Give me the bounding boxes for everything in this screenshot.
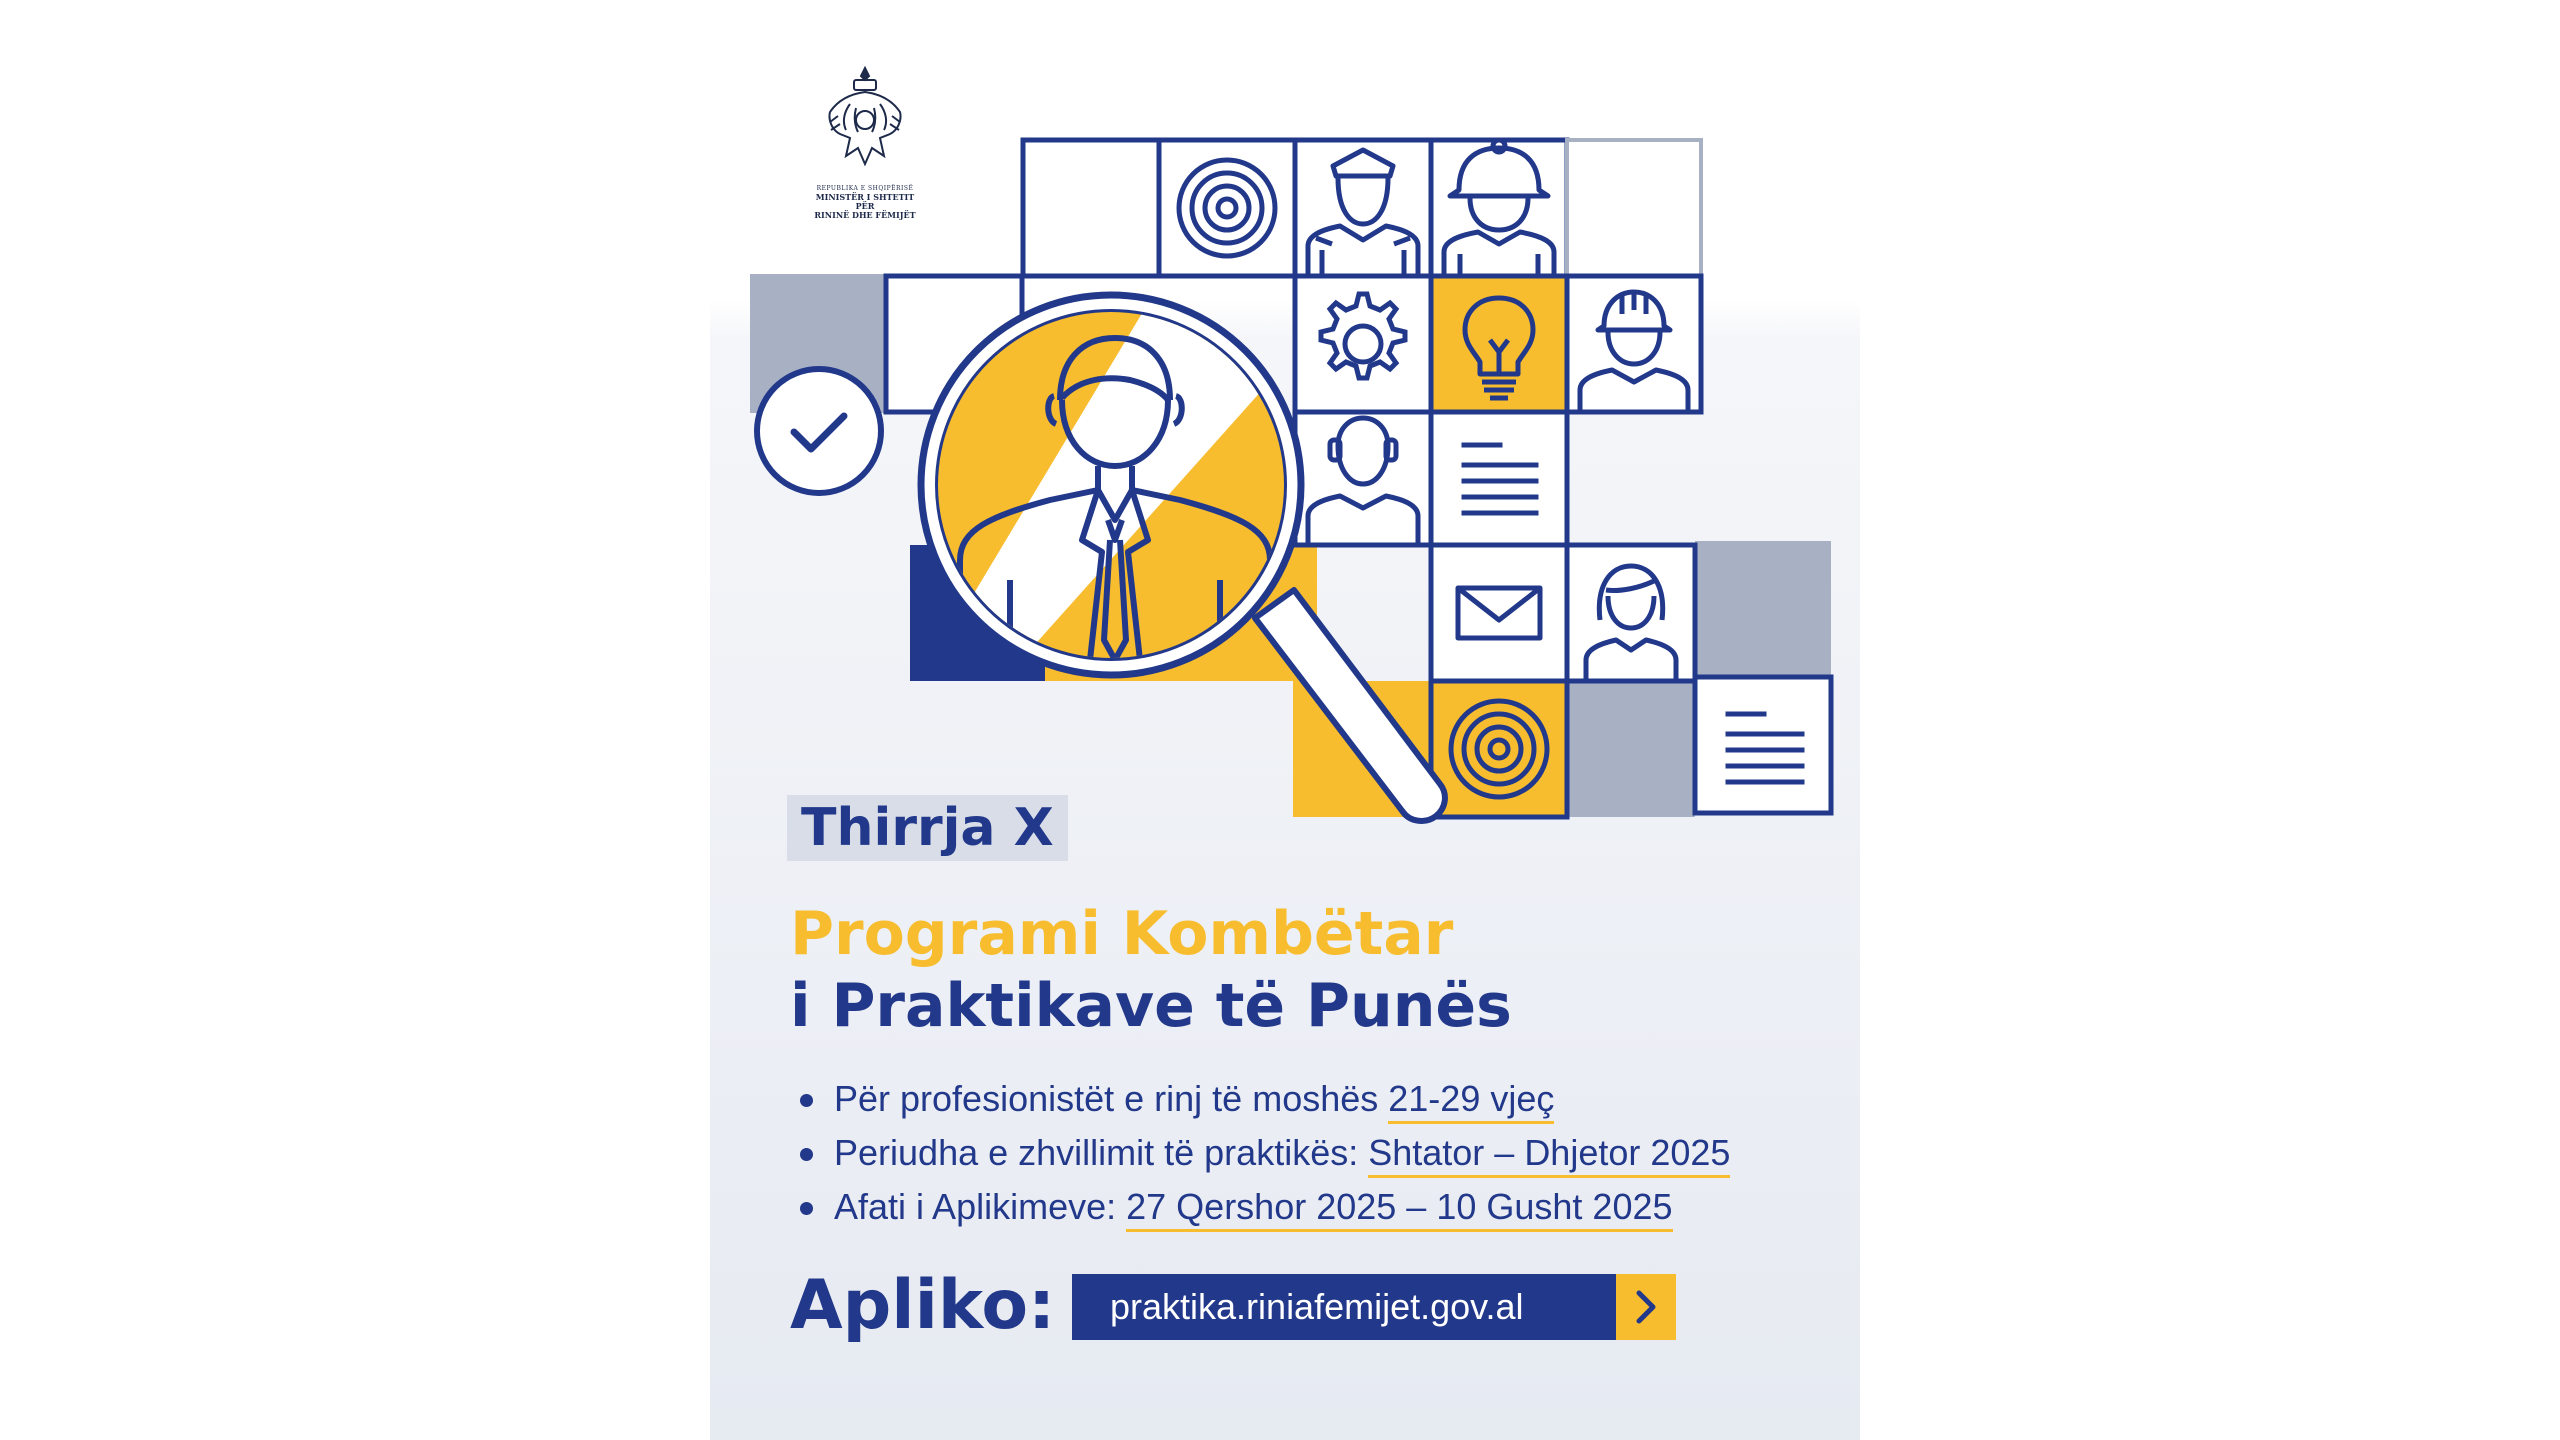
info-list <box>800 1072 1730 1234</box>
apply-label: Apliko: <box>790 1266 1056 1345</box>
list-item-age <box>800 1072 1730 1126</box>
chevron-right-icon <box>1633 1289 1659 1325</box>
list-item-highlight: 21-29 vjeç <box>1388 1078 1554 1124</box>
page-title-line-1: Programi Kombëtar <box>790 899 1454 969</box>
list-item-text: Afati i Aplikimeve: <box>834 1186 1127 1227</box>
grey-block-right-2 <box>1565 681 1695 817</box>
list-item-text: Periudha e zhvillimit të praktikës: <box>834 1132 1369 1173</box>
check-icon <box>757 369 881 493</box>
list-item-highlight: 27 Qershor 2025 – 10 Gusht 2025 <box>1126 1186 1672 1232</box>
apply-url-link[interactable]: praktika.riniafemijet.gov.al <box>1072 1274 1616 1340</box>
hero-illustration <box>710 0 1860 840</box>
seal-ministry-line-1: MINISTËR I SHTETIT PËR <box>815 191 915 212</box>
page-title-line-2: i Praktikave të Punës <box>790 971 1512 1041</box>
list-item-text: Për profesionistët e rinj të moshës <box>834 1078 1389 1119</box>
apply-arrow-button[interactable] <box>1616 1274 1676 1340</box>
grey-block-right-1 <box>1695 541 1831 677</box>
poster <box>710 0 1860 1440</box>
seal-ministry-line-2: RININË DHE FËMIJËT <box>814 210 916 221</box>
list-item-deadline <box>800 1180 1730 1234</box>
seal-country: REPUBLIKA E SHQIPËRISË <box>816 185 914 192</box>
list-item-period <box>800 1126 1730 1180</box>
call-badge: Thirrja X <box>787 795 1068 861</box>
list-item-highlight: Shtator – Dhjetor 2025 <box>1368 1132 1730 1178</box>
